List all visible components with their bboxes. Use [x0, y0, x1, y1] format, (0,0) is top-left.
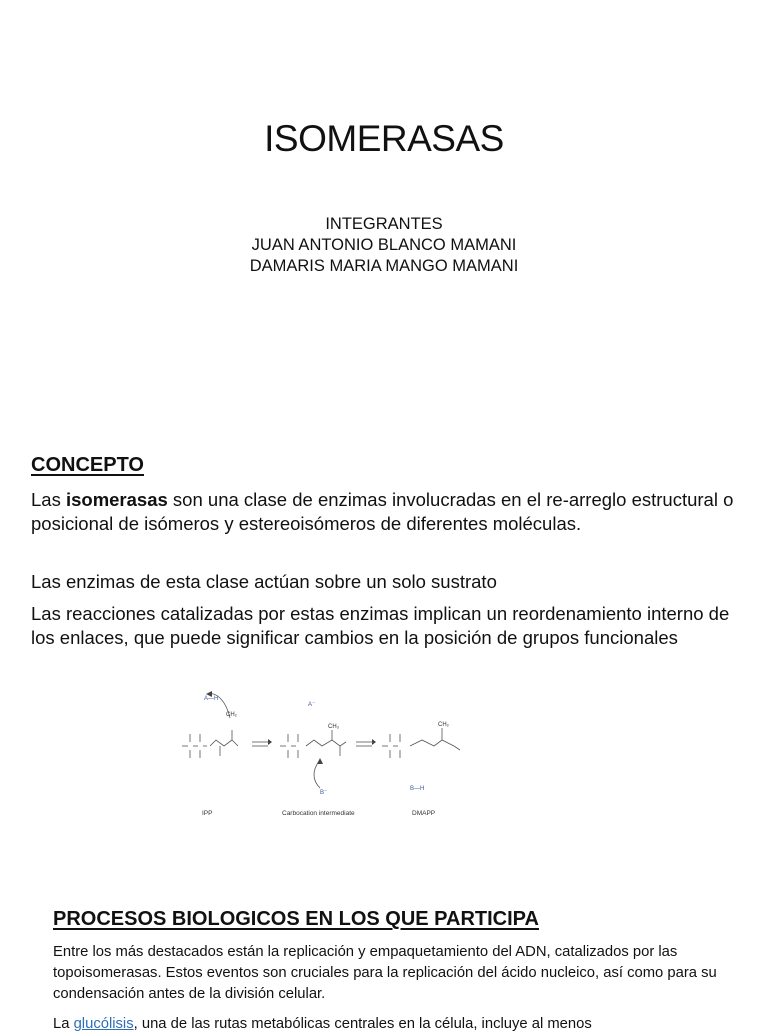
bold-term: isomerasas [65, 489, 168, 510]
paragraph: Entre los más destacados están la replicación y empaquetamiento del ADN, catalizados por las topoisomerasas. Estos eventos son cruciales para la replicación del ácido nucleico, así como para su condensación antes de la división celular. [53, 944, 717, 1002]
atom-label: A—H [204, 696, 219, 702]
subtitle-line: JUAN ANTONIO BLANCO MAMANI [251, 236, 517, 254]
text-run: , una de las rutas metabólicas centrales en la célula, incluye al menos [133, 1016, 592, 1032]
atom-label: CH₃ [328, 724, 340, 730]
atom-label: B⁻ [320, 790, 328, 796]
atom-label: B—H [410, 786, 425, 792]
title-slide [0, 0, 768, 430]
section-heading: PROCESOS BIOLOGICOS EN LOS QUE PARTICIPA [53, 908, 539, 930]
atom-label: A⁻ [308, 702, 316, 708]
figure-label: Carbocation intermediate [282, 810, 355, 817]
atom-label: CH₂ [226, 712, 237, 718]
processes-slide [0, 880, 768, 1032]
figure-label: DMAPP [412, 810, 436, 817]
paragraph [31, 488, 746, 536]
slide-title: ISOMERASAS [264, 118, 504, 159]
section-heading: CONCEPTO [31, 454, 144, 476]
concept-slide [0, 432, 768, 878]
text-run: Las [31, 489, 66, 510]
slide-subtitle [0, 214, 768, 277]
paragraph: Las reacciones catalizadas por estas enzimas implican un reordenamiento interno de los enlaces, que puede significar cambios en la posición de grupos funcionales [31, 603, 730, 648]
subtitle-line: INTEGRANTES [325, 215, 443, 233]
subtitle-line: DAMARIS MARIA MANGO MAMANI [249, 257, 519, 275]
isomerization-diagram [160, 680, 490, 830]
figure-label: IPP [202, 810, 213, 817]
text-run: La [53, 1016, 74, 1032]
paragraph: Las enzimas de esta clase actúan sobre un solo sustrato [31, 571, 497, 592]
glucolisis-link[interactable]: glucólisis [73, 1016, 134, 1032]
paragraph [53, 1014, 743, 1035]
text-run: son una clase de enzimas involucradas en el re-arreglo estructural o posicional de isómeros y estereoisómeros de diferentes moléculas. [31, 489, 734, 534]
atom-label: CH₂ [438, 722, 449, 728]
